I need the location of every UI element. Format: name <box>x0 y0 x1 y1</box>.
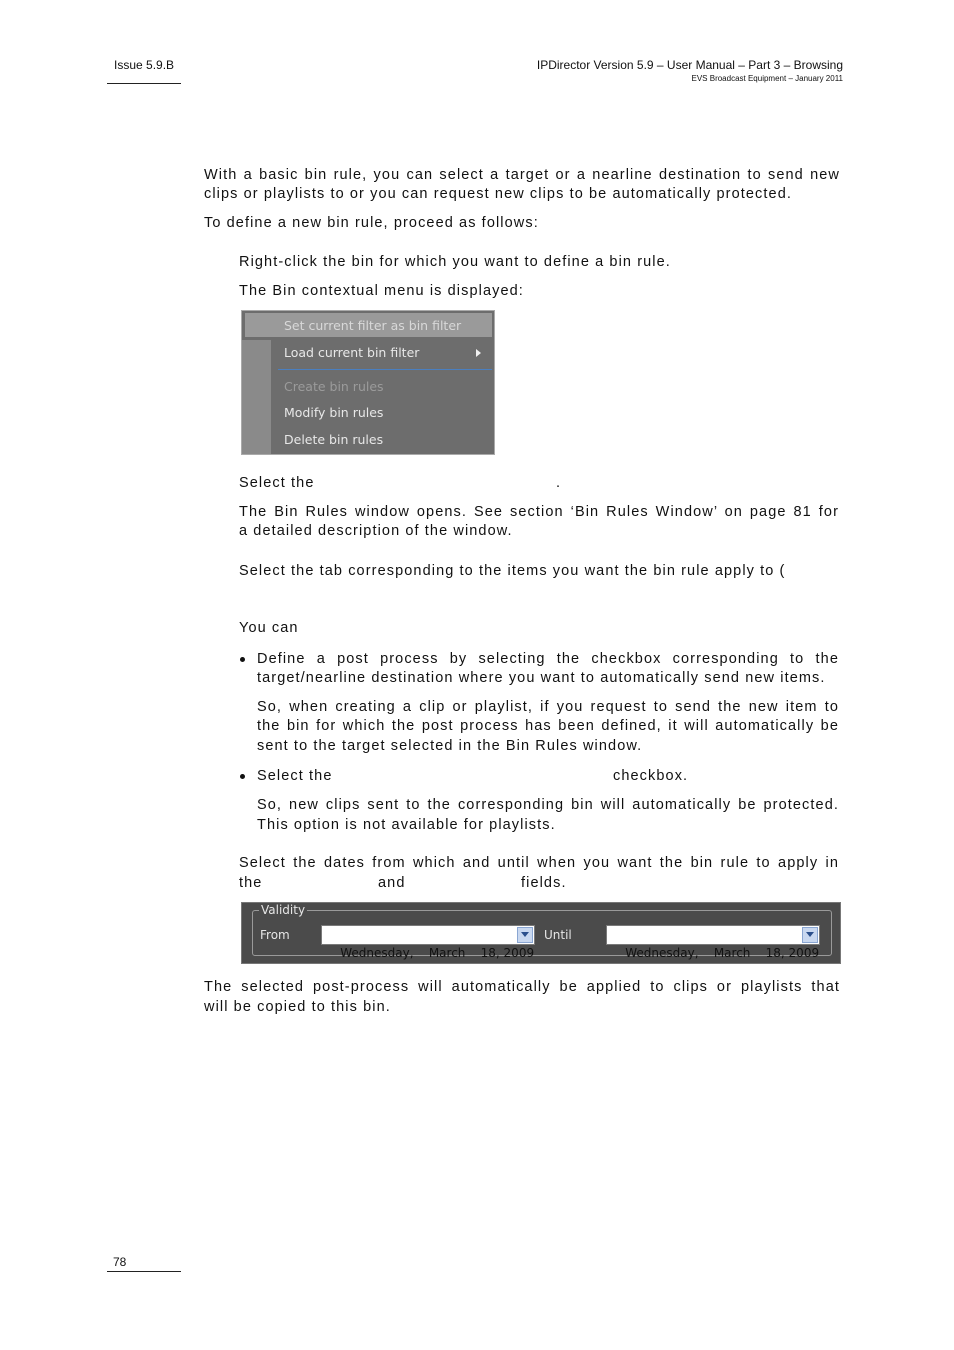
document-subtitle: EVS Broadcast Equipment – January 2011 <box>691 74 843 83</box>
validity-legend: Validity <box>261 903 306 917</box>
from-date-picker[interactable] <box>321 925 535 960</box>
menu-item-set-filter[interactable]: Set current filter as bin filter <box>284 318 462 333</box>
bullet-1-note-line-1: So, when creating a clip or playlist, if you request to send the new item to <box>257 699 839 715</box>
bullet-2-start: Select the <box>257 768 333 784</box>
step-1: Right-click the bin for which you want to define a bin rule. <box>239 254 671 270</box>
page-number: 78 <box>113 1255 127 1269</box>
from-label: From <box>260 928 290 942</box>
menu-item-create-rules[interactable]: Create bin rules <box>284 379 384 394</box>
intro-line-2: clips or playlists to or you can request new clips to be automatically protected. <box>204 186 792 202</box>
step-5-line-1: Select the dates from which and until when you want the bin rule to apply in <box>239 855 839 871</box>
menu-gutter <box>242 340 271 454</box>
step-2-result-line-2: a detailed description of the window. <box>239 523 513 539</box>
footer-rule <box>107 1271 181 1272</box>
bin-context-menu <box>241 310 495 455</box>
step-1-result: The Bin contextual menu is displayed: <box>239 283 524 299</box>
from-date-value: Wednesday, March 18, 2009 <box>340 946 535 960</box>
step-2-end: . <box>556 475 562 491</box>
step-2-result-line-1: The Bin Rules window opens. See section ‘Bin Rules Window’ on page 81 for <box>239 504 839 520</box>
menu-separator <box>278 369 492 370</box>
step-3: Select the tab corresponding to the items you want the bin rule apply to ( <box>239 563 786 579</box>
step-5-the: the <box>239 875 263 891</box>
until-label: Until <box>544 928 572 942</box>
outro-line-1: The selected post-process will automatically be applied to clips or playlists that <box>204 979 840 995</box>
bullet-1-line-1: Define a post process by selecting the checkbox corresponding to the <box>257 651 839 667</box>
submenu-arrow-icon <box>476 349 481 357</box>
bullet-icon <box>240 774 245 779</box>
until-date-value: Wednesday, March 18, 2009 <box>625 946 820 960</box>
outro-line-2: will be copied to this bin. <box>204 999 391 1015</box>
menu-item-modify-rules[interactable]: Modify bin rules <box>284 405 384 420</box>
bullet-1-note-line-2: the bin for which the post process has been defined, it will automatically be <box>257 718 839 734</box>
bullet-1-line-2: target/nearline destination where you want to automatically send new items. <box>257 670 826 686</box>
bullet-1-note-line-3: sent to the target selected in the Bin Rules window. <box>257 738 643 754</box>
menu-item-load-filter[interactable]: Load current bin filter <box>284 345 420 360</box>
bullet-2-end: checkbox. <box>613 768 689 784</box>
step-4: You can <box>239 620 299 636</box>
bullet-2-note-line-1: So, new clips sent to the corresponding bin will automatically be protected. <box>257 797 839 813</box>
chevron-down-icon[interactable] <box>517 927 533 943</box>
step-5-and: and <box>378 875 406 891</box>
bullet-2-note-line-2: This option is not available for playlists. <box>257 817 556 833</box>
bullet-icon <box>240 657 245 662</box>
intro-proceed: To define a new bin rule, proceed as follows: <box>204 215 539 231</box>
step-5-fields: fields. <box>521 875 567 891</box>
issue-label: Issue 5.9.B <box>114 58 175 72</box>
header-rule <box>107 83 181 84</box>
menu-item-delete-rules[interactable]: Delete bin rules <box>284 432 384 447</box>
chevron-down-icon[interactable] <box>802 927 818 943</box>
until-date-picker[interactable] <box>606 925 820 960</box>
validity-panel <box>241 902 841 964</box>
intro-line-1: With a basic bin rule, you can select a target or a nearline destination to send new <box>204 167 840 183</box>
step-2: Select the <box>239 475 315 491</box>
document-title: IPDirector Version 5.9 – User Manual – Part 3 – Browsing <box>536 58 843 72</box>
